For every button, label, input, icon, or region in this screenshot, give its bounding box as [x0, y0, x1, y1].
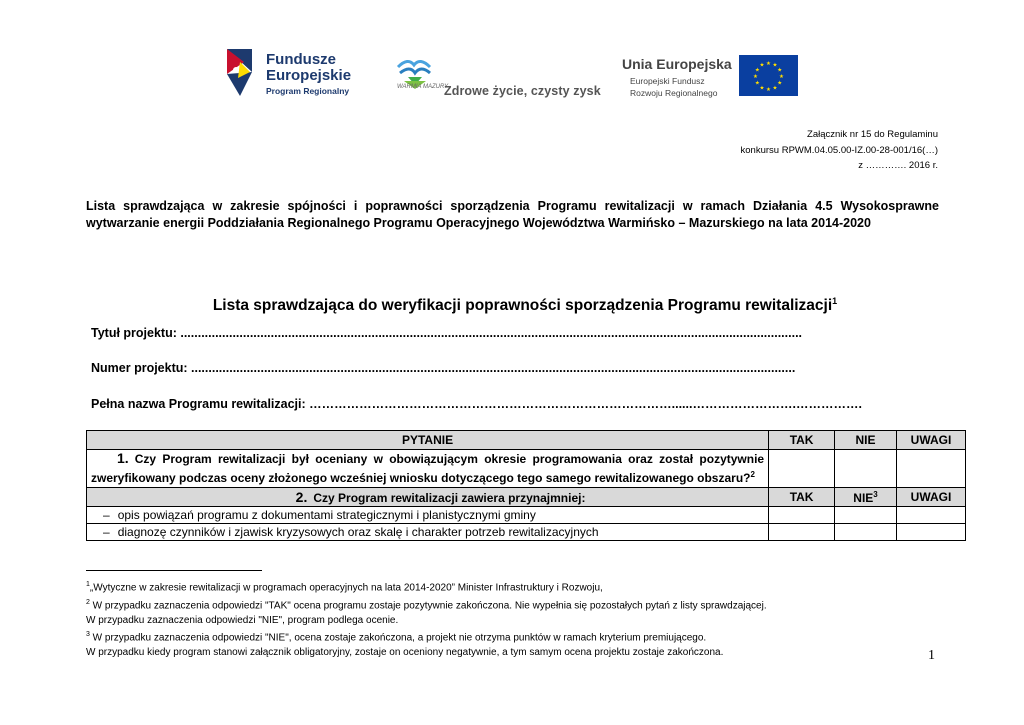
page-number: 1	[928, 648, 935, 663]
eu-logo-subtitle: Europejski Fundusz Rozwoju Regionalnego	[630, 76, 718, 98]
header-yes: TAK	[769, 431, 835, 450]
table-header-row	[87, 431, 966, 450]
warmia-mazury-text: WARMIA MAZURY	[397, 84, 449, 90]
question-2	[87, 488, 769, 507]
eu-flag-icon	[739, 55, 798, 96]
header-no: NIE	[835, 431, 897, 450]
program-name-dots: ……………………………………………………………………………......…………………….…………….	[309, 397, 862, 411]
question-1-number: 1.	[117, 450, 129, 466]
svg-text:★: ★	[772, 62, 778, 69]
q1-yes-cell[interactable]	[769, 450, 835, 488]
item-2-no-cell[interactable]	[835, 524, 897, 541]
footnote-3: $^3$ W przypadku zaznaczenia odpowiedzi "NIE", ocena zostaje zakończona, a projekt nie otrzyma punktów w ramach kryterium premiującego.	[86, 631, 707, 644]
fe-logo-subtitle: Program Regionalny	[266, 86, 350, 96]
footnote-3b: W przypadku kiedy program stanowi załącznik obligatoryjny, zostaje on oceniony negatywnie, a tym samym ocena projektu zostaje zakończona.	[86, 646, 724, 658]
svg-text:★: ★	[754, 67, 760, 74]
question-1-text: Czy Program rewitalizacji był oceniany w obowiązującym okresie programowania oraz został pozytywnie zweryfikowany podczas oceny złożonego wcześniej wniosku dotyczącego tego samego rewitalizowanego obszaru?	[91, 452, 765, 485]
eu-logo-title: Unia Europejska	[622, 56, 732, 72]
item-1-no-cell[interactable]	[835, 507, 897, 524]
q1-notes-cell[interactable]	[897, 450, 966, 488]
page-title: Lista sprawdzająca do weryfikacji poprawności sporządzenia Programu rewitalizacji$^1$	[212, 296, 838, 315]
q1-no-cell[interactable]	[835, 450, 897, 488]
project-number-label: Numer projektu:	[91, 361, 192, 375]
svg-text:★: ★	[779, 74, 784, 80]
footnote-2b: W przypadku zaznaczenia odpowiedzi "NIE", program podlega ocenie.	[86, 614, 399, 626]
table-row	[87, 524, 966, 541]
project-number-dots: ..............................................................................................................................................................................	[191, 361, 796, 375]
program-name-label: Pełna nazwa Programu rewitalizacji:	[91, 397, 310, 411]
annex-reference: Załącznik nr 15 do Regulaminu konkursu RPWM.04.05.00-IZ.00-28-001/16(…) z …………. 2016 r.	[740, 129, 938, 171]
q2-no-header: NIE$^3$	[835, 488, 897, 507]
item-2-notes-cell[interactable]	[897, 524, 966, 541]
svg-text:★: ★	[754, 80, 760, 87]
project-title-label: Tytuł projektu:	[91, 326, 181, 340]
project-number-field[interactable]	[91, 361, 795, 375]
intro-heading: Lista sprawdzająca w zakresie spójności i poprawności sporządzenia Programu rewitalizacji w ramach Działania 4.5 Wysokosprawne wytwarzanie energii Poddziałania Regionalnego Programu Operacyjnego Województwa Warmińsko – Mazurskiego na lata 2014-2020	[86, 199, 939, 230]
item-1-yes-cell[interactable]	[769, 507, 835, 524]
svg-text:★: ★	[753, 74, 758, 80]
svg-text:★: ★	[766, 87, 771, 93]
program-name-field[interactable]	[91, 397, 862, 411]
header-notes: UWAGI	[897, 431, 966, 450]
table-row	[87, 507, 966, 524]
q2-notes-header: UWAGI	[897, 488, 966, 507]
svg-text:★: ★	[759, 62, 765, 69]
warmia-mazury-slogan: Zdrowe życie, czysty zysk	[444, 84, 601, 98]
q2-yes-header: TAK	[769, 488, 835, 507]
question-2-number: 2.	[295, 489, 308, 505]
project-title-dots: ...................................................................................................................................................................................	[180, 326, 803, 340]
item-1-notes-cell[interactable]	[897, 507, 966, 524]
checklist-table	[86, 430, 966, 541]
project-title-field[interactable]	[91, 326, 802, 340]
footnote-2: $^2$ W przypadku zaznaczenia odpowiedzi "TAK" ocena programu zostaje pozytywnie zakończona. Nie wypełnia się pozostałych pytań z listy sprawdzającej.	[86, 598, 767, 612]
warmia-mazury-logo-icon	[394, 55, 436, 97]
svg-text:★: ★	[777, 67, 783, 74]
svg-text:★: ★	[777, 80, 783, 87]
footnote-separator	[86, 570, 262, 571]
list-item: – opis powiązań programu z dokumentami strategicznymi i planistycznymi gminy	[87, 507, 769, 524]
list-item: – diagnozę czynników i zjawisk kryzysowych oraz skalę i charakter potrzeb rewitalizacyjnych	[87, 524, 769, 541]
footnotes	[86, 578, 946, 660]
svg-text:★: ★	[772, 85, 778, 92]
question-1: 1. Czy Program rewitalizacji był oceniany w obowiązującym okresie programowania oraz został pozytywnie zweryfikowany podczas oceny złożonego wcześniej wniosku dotyczącego tego samego rewitalizowanego obszaru?$^2$	[87, 450, 769, 488]
question-2-text: Czy Program rewitalizacji zawiera przynajmniej:	[313, 491, 586, 505]
header-question: PYTANIE	[87, 431, 769, 450]
svg-text:★: ★	[766, 61, 771, 67]
svg-text:★: ★	[759, 85, 765, 92]
fe-logo-title: Fundusze Europejskie	[266, 51, 352, 84]
table-row	[87, 450, 966, 488]
item-2-yes-cell[interactable]	[769, 524, 835, 541]
table-subheader-row	[87, 488, 966, 507]
footnote-1: $^1$„Wytyczne w zakresie rewitalizacji w programach operacyjnych na lata 2014-2020” Minister Infrastruktury i Rozwoju,	[86, 581, 603, 594]
